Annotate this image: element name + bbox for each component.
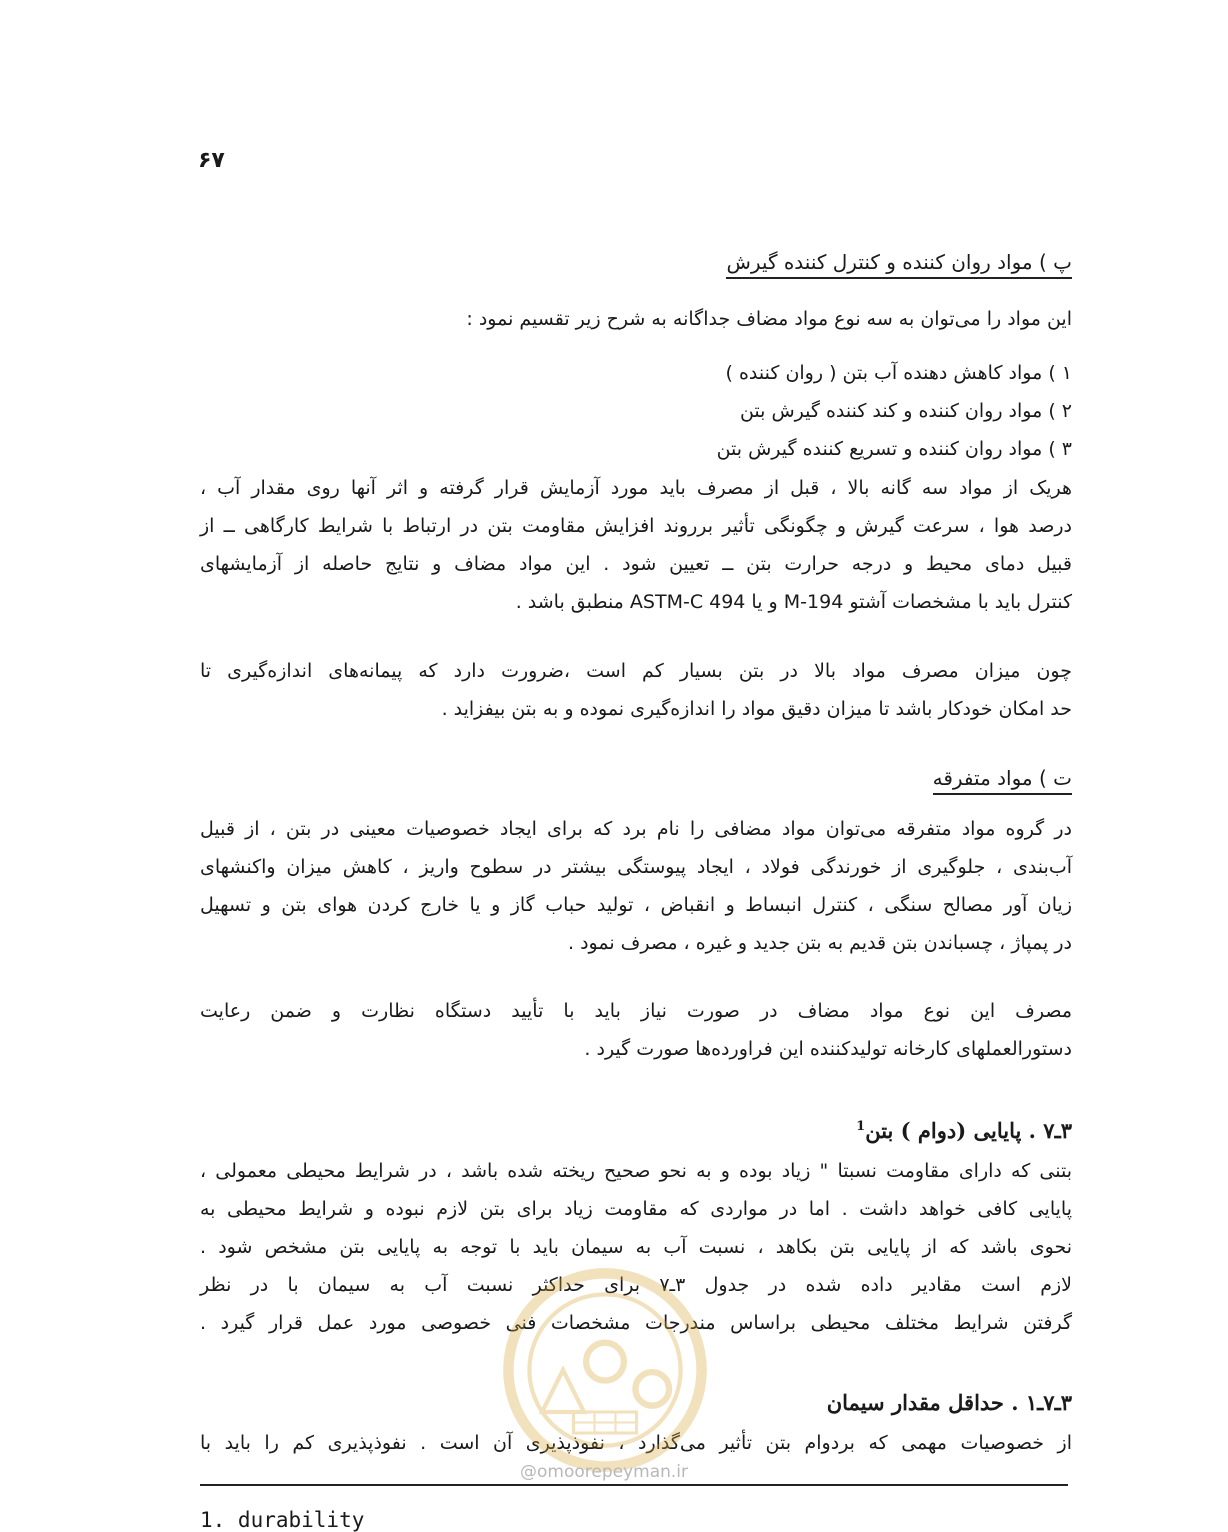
subsection-heading-t: ت ) مواد متفرقه bbox=[933, 766, 1072, 795]
section-heading: ۳ـ۷ـ۱ . حداقل مقدار سیمان bbox=[826, 1390, 1072, 1415]
list-item: ۲ ) مواد روان کننده و کند کننده گیرش بتن bbox=[739, 400, 1072, 422]
paragraph-line: چون میزان مصرف مواد بالا در بتن بسیار کم است ،ضرورت دارد که پیمانه‌های اندازه‌گیری تا bbox=[200, 660, 1072, 682]
paragraph-line: حد امکان خودکار باشد تا میزان دقیق مواد را اندازه‌گیری نموده و به بتن بیفزاید . bbox=[441, 698, 1072, 720]
section-heading-text: ۳ـ۷ . پایایی (دوام ) بتن bbox=[865, 1118, 1072, 1143]
paragraph-line: کنترل باید با مشخصات آشتو M-194 و یا ASTM-C 494 منطبق باشد . bbox=[515, 591, 1072, 613]
footnote-divider bbox=[200, 1484, 1068, 1486]
paragraph-line: زیان آور مصالح سنگی ، کنترل انبساط و انقباض ، تولید حباب گاز و یا خارج کردن هوای بتن و تسهیل bbox=[200, 894, 1072, 916]
paragraph-line: این مواد را می‌توان به سه نوع مواد مضاف جداگانه به شرح زیر تقسیم نمود : bbox=[466, 308, 1072, 330]
section-heading bbox=[856, 1118, 1072, 1143]
footnote-ref: 1 bbox=[856, 1119, 866, 1134]
footnote: 1. durability bbox=[200, 1508, 365, 1532]
paragraph-line: مصرف این نوع مواد مضاف در صورت نیاز باید با تأیید دستگاه نظارت و ضمن رعایت bbox=[200, 1000, 1072, 1022]
paragraph-line: دستورالعملهای کارخانه تولیدکننده این فراورده‌ها صورت گیرد . bbox=[584, 1038, 1072, 1060]
watermark-url: @omoorepeyman.ir bbox=[520, 1462, 689, 1482]
paragraph-line: لازم است مقادیر داده شده در جدول ۳ـ۷ برای حداکثر نسبت آب به سیمان با در نظر bbox=[200, 1274, 1072, 1296]
paragraph-line: از خصوصیات مهمی که بردوام بتن تأثیر می‌گذارد ، نفوذپذیری آن است . نفوذپذیری کم را باید با bbox=[200, 1432, 1072, 1454]
paragraph-line: در گروه مواد متفرقه می‌توان مواد مضافی را نام برد که برای ایجاد خصوصیات معینی در بتن ، از قبیل bbox=[200, 818, 1072, 840]
paragraph-line: هریک از مواد سه گانه بالا ، قبل از مصرف باید مورد آزمایش قرار گرفته و اثر آنها روی مقدار آب ، bbox=[200, 477, 1072, 499]
paragraph-line: در پمپاژ ، چسباندن بتن قدیم به بتن جدید و غیره ، مصرف نمود . bbox=[568, 932, 1072, 954]
paragraph-line: درصد هوا ، سرعت گیرش و چگونگی تأثیر برروند افزایش مقاومت بتن در ارتباط با شرایط کارگاهی ــ از bbox=[200, 515, 1072, 537]
paragraph-line: پایایی کافی خواهد داشت . اما در مواردی که مقاومت زیاد برای بتن لازم نبوده و شرایط محیطی به bbox=[200, 1198, 1072, 1220]
paragraph-line: نحوی باشد که از پایایی بتن بکاهد ، نسبت آب به سیمان باید با توجه به پایایی بتن مشخص شود . bbox=[200, 1236, 1072, 1258]
paragraph-line: بتنی که دارای مقاومت نسبتا " زیاد بوده و به نحو صحیح ریخته شده باشد ، در شرایط محیطی معمولی ، bbox=[200, 1160, 1072, 1182]
paragraph-line: گرفتن شرایط مختلف محیطی براساس مندرجات مشخصات فنی خصوصی مورد عمل قرار گیرد . bbox=[200, 1312, 1072, 1334]
paragraph-line: قبیل دمای محیط و درجه حرارت بتن ــ تعیین شود . این مواد مضاف و نتایج حاصله از آزمایشهای bbox=[200, 553, 1072, 575]
subsection-heading-p: پ ) مواد روان کننده و کنترل کننده گیرش bbox=[726, 250, 1072, 279]
list-item: ۳ ) مواد روان کننده و تسریع کننده گیرش بتن bbox=[716, 438, 1072, 460]
paragraph-line: آب‌بندی ، جلوگیری از خورندگی فولاد ، ایجاد پیوستگی بیشتر در سطوح واریز ، کاهش میزان واکنشهای bbox=[200, 856, 1072, 878]
page-number: ۶۷ bbox=[198, 148, 225, 173]
list-item: ۱ ) مواد کاهش دهنده آب بتن ( روان کننده ) bbox=[725, 362, 1072, 384]
